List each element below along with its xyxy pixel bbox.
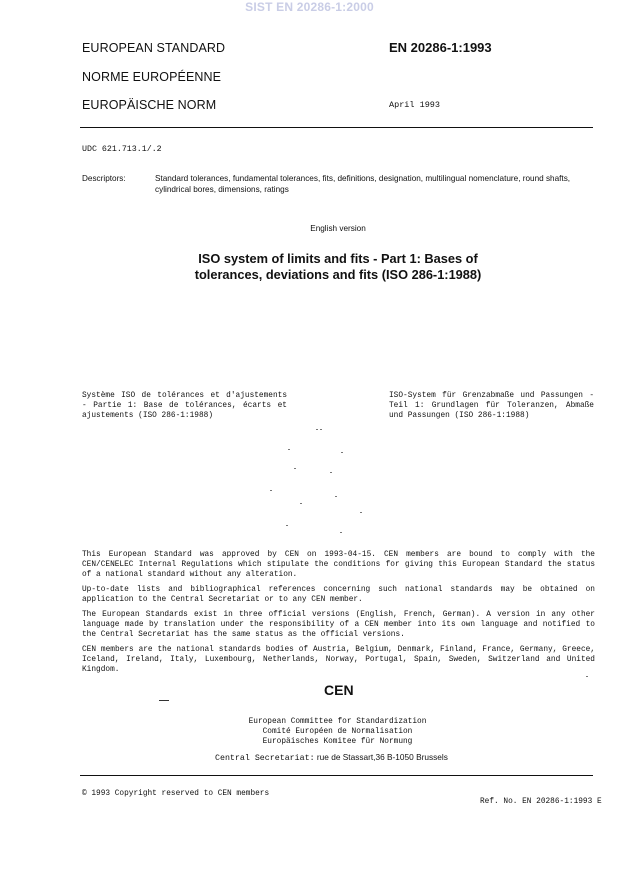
standard-type-de: EUROPÄISCHE NORM bbox=[82, 98, 217, 112]
descriptors-label: Descriptors: bbox=[82, 174, 126, 183]
secretariat-label: Central Secretariat: bbox=[215, 754, 315, 763]
dash-mark bbox=[159, 700, 169, 701]
copyright-notice: © 1993 Copyright reserved to CEN members bbox=[82, 790, 270, 798]
official-versions-paragraph: The European Standards exist in three official versions (English, French, German). A version in any other language made by translation under the responsibility of a CEN member into its own language and notified to the Central Secretariat has the same status as the official versions. bbox=[82, 611, 595, 639]
title-line-2: tolerances, deviations and fits (ISO 286-1:1988) bbox=[194, 267, 482, 282]
descriptors-text: Standard tolerances, fundamental tolerances, fits, definitions, designation, multilingual nomenclature, round shafts, cylindrical bores, dimensions, ratings bbox=[155, 174, 571, 194]
document-title bbox=[150, 251, 526, 283]
national-lists-paragraph: Up-to-date lists and bibliographical references concerning such national standards may be obtained on application to the Central Secretariat or to any CEN member. bbox=[82, 586, 595, 604]
cen-name-french: Comité Européen de Normalisation bbox=[262, 728, 413, 736]
language-version: English version bbox=[310, 224, 366, 233]
cen-logo: CEN bbox=[324, 682, 354, 698]
members-paragraph: CEN members are the national standards bodies of Austria, Belgium, Denmark, Finland, France, Germany, Greece, Iceland, Ireland, Italy, Luxembourg, Netherlands, Norway, Portugal, Spain, Sweden, Switzerland and United Kingdom. bbox=[82, 646, 595, 674]
central-secretariat bbox=[215, 752, 448, 763]
cen-name-english: European Committee for Standardization bbox=[248, 718, 427, 726]
standard-type-en: EUROPEAN STANDARD bbox=[82, 41, 226, 55]
publication-date: April 1993 bbox=[389, 100, 441, 110]
header-rule bbox=[80, 127, 593, 128]
standard-type-fr: NORME EUROPÉENNE bbox=[82, 70, 222, 84]
footer-rule bbox=[80, 775, 593, 776]
approval-paragraph: This European Standard was approved by CEN on 1993-04-15. CEN members are bound to comply with the CEN/CENELEC Internal Regulations which stipulate the conditions for giving this European Standard the status of a national standard without any alteration. bbox=[82, 551, 595, 579]
udc-code: UDC 621.713.1/.2 bbox=[82, 145, 162, 154]
cen-names bbox=[210, 717, 465, 747]
secretariat-address: rue de Stassart,36 B-1050 Brussels bbox=[316, 752, 448, 762]
standard-reference: EN 20286-1:1993 bbox=[389, 40, 492, 55]
body-text bbox=[82, 550, 595, 675]
reference-number: Ref. No. EN 20286-1:1993 E bbox=[480, 798, 602, 806]
title-line-1: ISO system of limits and fits - Part 1: Bases of bbox=[198, 251, 478, 266]
german-title: ISO-System für Grenzabmaße und Passungen - Teil 1: Grundlagen für Toleranzen, Abmaße und Passungen (ISO 286-1:1988) bbox=[389, 392, 594, 420]
cen-name-german: Europäisches Komitee für Normung bbox=[262, 738, 413, 746]
watermark: SIST EN 20286-1:2000 bbox=[245, 0, 374, 14]
french-title: Système ISO de tolérances et d'ajustements - Partie 1: Base de tolérances, écarts et ajustements (ISO 286-1:1988) bbox=[82, 392, 287, 420]
